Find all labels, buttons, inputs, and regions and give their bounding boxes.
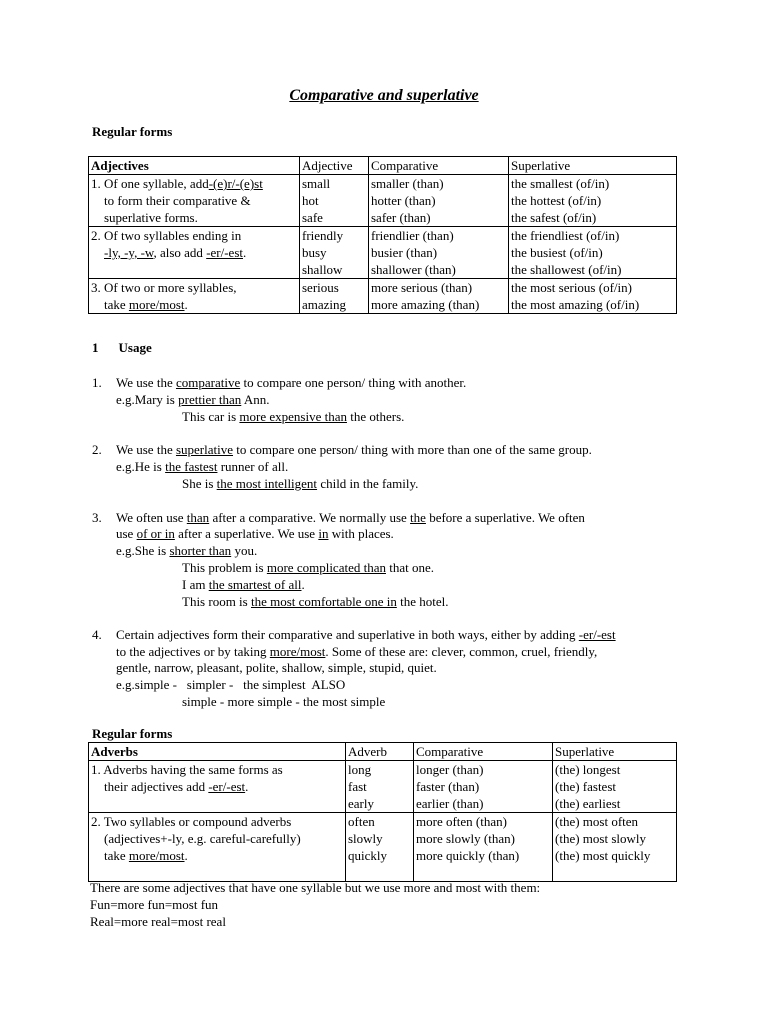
word: (the) most slowly	[555, 831, 646, 846]
word: the safest (of/in)	[511, 210, 597, 225]
text: Ann.	[241, 392, 270, 407]
word: hotter (than)	[371, 193, 436, 208]
header-comparative: Comparative	[414, 743, 553, 761]
comparative-cell	[369, 227, 509, 279]
keyword: of or in	[136, 526, 175, 541]
item-number: 2.	[92, 442, 102, 457]
word: quickly	[348, 848, 387, 863]
text: . Some of these are: clever, common, cruel, friendly,	[325, 644, 598, 659]
word: busier (than)	[371, 245, 438, 260]
header-adverb: Adverb	[346, 743, 414, 761]
keyword: -er/-est	[578, 627, 616, 642]
text: e.g.He is	[116, 459, 166, 474]
header-adverbs: Adverbs	[89, 743, 346, 761]
word: (the) longest	[555, 762, 621, 777]
table-row	[89, 761, 677, 813]
rule-text: .	[243, 245, 247, 260]
example-line: simple - more simple - the most simple	[182, 694, 386, 709]
word: the most serious (of/in)	[511, 280, 632, 295]
word: amazing	[302, 297, 347, 312]
word: the most amazing (of/in)	[511, 297, 640, 312]
rule-text: their adjectives add	[104, 779, 209, 794]
word: more slowly (than)	[416, 831, 515, 846]
rule-text: .	[245, 779, 249, 794]
list-item	[92, 374, 466, 391]
superlative-cell	[553, 761, 677, 813]
ending-text: -er/-est	[208, 779, 246, 794]
adverbs-table	[88, 742, 677, 882]
adjective-cell	[300, 175, 369, 227]
example-line	[116, 542, 257, 559]
header-superlative: Superlative	[553, 743, 677, 761]
word: faster (than)	[416, 779, 480, 794]
word: hot	[302, 193, 319, 208]
rule-text: 1. Adverbs having the same forms as	[91, 762, 283, 777]
keyword: in	[318, 526, 329, 541]
rule-text: 2. Of two syllables ending in	[91, 228, 242, 243]
word: early	[348, 796, 374, 811]
rule-text: .	[184, 848, 188, 863]
rule-text: 1. Of one syllable, add	[91, 176, 209, 191]
table-row	[89, 813, 677, 882]
comparative-cell	[414, 813, 553, 882]
section-heading-regular-forms: Regular forms	[92, 726, 173, 741]
keyword: the	[410, 510, 426, 525]
text: This problem is	[182, 560, 267, 575]
text: the others.	[346, 409, 405, 424]
example-line	[182, 576, 305, 593]
superlative-cell	[553, 813, 677, 882]
text: with places.	[328, 526, 394, 541]
keyword: more/most	[269, 644, 326, 659]
keyword: the fastest	[165, 459, 218, 474]
text: .	[301, 577, 305, 592]
word: friendlier (than)	[371, 228, 454, 243]
rule-description	[89, 175, 300, 227]
text: to the adjectives or by taking	[116, 644, 270, 659]
text: after a comparative. We normally use	[209, 510, 411, 525]
word: (the) most quickly	[555, 848, 651, 863]
ending-text: more/most	[128, 297, 185, 312]
word: serious	[302, 280, 339, 295]
section-heading-regular-forms: Regular forms	[92, 124, 173, 139]
keyword: more complicated than	[266, 560, 386, 575]
header-comparative: Comparative	[369, 157, 509, 175]
word: smaller (than)	[371, 176, 444, 191]
list-item-continuation: gentle, narrow, pleasant, polite, shallow, simple, stupid, quiet.	[116, 660, 437, 675]
adverb-cell	[346, 813, 414, 882]
word: friendly	[302, 228, 344, 243]
text: We often use	[116, 510, 187, 525]
rule-text: (adjectives+-ly, e.g. careful-carefully)	[104, 831, 301, 846]
keyword: prettier than	[178, 392, 242, 407]
section-title: Usage	[118, 340, 152, 355]
rule-text: to form their comparative &	[104, 193, 251, 208]
rule-text: take	[104, 297, 129, 312]
word: slowly	[348, 831, 383, 846]
item-number: 4.	[92, 627, 102, 642]
rule-text: take	[104, 848, 129, 863]
example-line	[182, 475, 418, 492]
rule-text: 3. Of two or more syllables,	[91, 280, 237, 295]
rule-text: , also add	[153, 245, 207, 260]
text: We use the	[116, 375, 176, 390]
comparative-cell	[414, 761, 553, 813]
text: before a superlative. We often	[425, 510, 585, 525]
word: more often (than)	[416, 814, 507, 829]
list-item	[92, 626, 616, 643]
header-adjective: Adjective	[300, 157, 369, 175]
word: (the) most often	[555, 814, 639, 829]
word: more amazing (than)	[371, 297, 480, 312]
table-row	[89, 227, 677, 279]
note-line: There are some adjectives that have one syllable but we use more and most with them:	[90, 880, 541, 895]
text: I am	[182, 577, 209, 592]
keyword: shorter than	[169, 543, 232, 558]
ending-text: -(e)r/-(e)st	[208, 176, 263, 191]
word: busy	[302, 245, 327, 260]
text: e.g.She is	[116, 543, 170, 558]
word: often	[348, 814, 375, 829]
text: to compare one person/ thing with more than one of the same group.	[233, 442, 592, 457]
word: longer (than)	[416, 762, 484, 777]
text: child in the family.	[317, 476, 419, 491]
example-line	[116, 458, 288, 475]
comparative-cell	[369, 175, 509, 227]
word: the friendliest (of/in)	[511, 228, 620, 243]
rule-text: 2. Two syllables or compound adverbs	[91, 814, 292, 829]
table-header-row	[89, 743, 677, 761]
word: small	[302, 176, 331, 191]
usage-heading	[92, 340, 152, 356]
list-item-continuation	[116, 525, 394, 542]
header-superlative: Superlative	[509, 157, 677, 175]
text: We use the	[116, 442, 176, 457]
word: safe	[302, 210, 323, 225]
rule-description	[89, 227, 300, 279]
word: long	[348, 762, 372, 777]
word: (the) fastest	[555, 779, 617, 794]
word: fast	[348, 779, 367, 794]
keyword: comparative	[175, 375, 241, 390]
superlative-cell	[509, 227, 677, 279]
word: (the) earliest	[555, 796, 621, 811]
item-number: 1.	[92, 375, 102, 390]
example-line: e.g.simple - simpler - the simplest ALSO	[116, 677, 346, 692]
ending-text: -ly, -y, -w	[104, 245, 154, 260]
text: to compare one person/ thing with another.	[240, 375, 467, 390]
page-title: Comparative and superlative	[289, 87, 479, 104]
table-row	[89, 279, 677, 314]
text: use	[116, 526, 137, 541]
example-line	[182, 559, 434, 576]
rule-description	[89, 761, 346, 813]
list-item-continuation	[116, 643, 597, 660]
keyword: than	[186, 510, 210, 525]
superlative-cell	[509, 175, 677, 227]
word: more quickly (than)	[416, 848, 520, 863]
keyword: the smartest of all	[208, 577, 302, 592]
text: after a superlative. We use	[174, 526, 319, 541]
keyword: the most comfortable one in	[250, 594, 397, 609]
example-line	[182, 593, 448, 610]
header-adjectives: Adjectives	[89, 157, 300, 175]
word: more serious (than)	[371, 280, 473, 295]
adjectives-table	[88, 156, 677, 314]
note-line: Fun=more fun=most fun	[90, 897, 219, 912]
text: that one.	[385, 560, 434, 575]
word: the smallest (of/in)	[511, 176, 610, 191]
adjective-cell	[300, 279, 369, 314]
word: the hottest (of/in)	[511, 193, 602, 208]
word: the shallowest (of/in)	[511, 262, 622, 277]
text: runner of all.	[217, 459, 289, 474]
example-line	[182, 408, 404, 425]
rule-description	[89, 813, 346, 882]
list-item	[92, 509, 585, 526]
table-header-row	[89, 157, 677, 175]
section-number: 1	[92, 340, 99, 355]
rule-description	[89, 279, 300, 314]
table-row	[89, 175, 677, 227]
text: Certain adjectives form their comparative and superlative in both ways, either by adding	[116, 627, 579, 642]
rule-text: .	[184, 297, 188, 312]
text: e.g.Mary is	[116, 392, 179, 407]
text: This room is	[182, 594, 251, 609]
comparative-cell	[369, 279, 509, 314]
text: She is	[182, 476, 217, 491]
adjective-cell	[300, 227, 369, 279]
rule-text: superlative forms.	[104, 210, 198, 225]
text: you.	[231, 543, 258, 558]
word: shallow	[302, 262, 343, 277]
text: the hotel.	[396, 594, 449, 609]
word: earlier (than)	[416, 796, 484, 811]
example-line	[116, 391, 269, 408]
ending-text: more/most	[128, 848, 185, 863]
keyword: the most intelligent	[216, 476, 318, 491]
ending-text: -er/-est	[206, 245, 243, 260]
keyword: more expensive than	[239, 409, 347, 424]
text: This car is	[182, 409, 240, 424]
list-item	[92, 441, 592, 458]
keyword: superlative	[175, 442, 234, 457]
item-number: 3.	[92, 510, 102, 525]
word: shallower (than)	[371, 262, 456, 277]
word: safer (than)	[371, 210, 431, 225]
note-line: Real=more real=most real	[90, 914, 226, 929]
word: the busiest (of/in)	[511, 245, 603, 260]
adverb-cell	[346, 761, 414, 813]
superlative-cell	[509, 279, 677, 314]
